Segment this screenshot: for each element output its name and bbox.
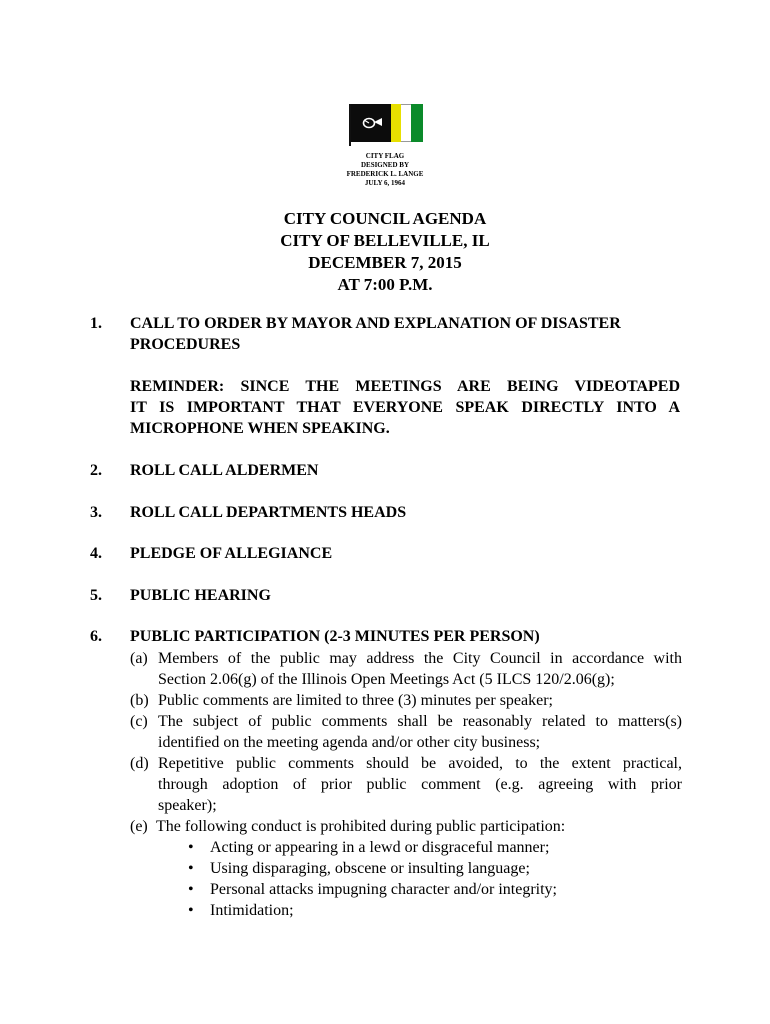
prohibited-text: Personal attacks impugning character and/or integrity; xyxy=(210,881,557,898)
rule-label: (a) xyxy=(130,650,148,667)
rule-line: identified on the meeting agenda and/or other city business; xyxy=(158,734,541,751)
title-line: DECEMBER 7, 2015 xyxy=(308,253,462,272)
prohibited-text: Intimidation; xyxy=(210,902,294,919)
rule-body xyxy=(156,816,680,837)
item-number: 5. xyxy=(90,587,102,604)
post-horn-icon xyxy=(361,114,383,130)
item-text: PLEDGE OF ALLEGIANCE xyxy=(130,545,333,562)
rule-line: Section 2.06(g) of the Illinois Open Meetings Act (5 ILCS 120/2.06(g); xyxy=(158,671,615,688)
city-flag-logo xyxy=(349,104,425,146)
item-number: 1. xyxy=(90,315,102,332)
item-text xyxy=(130,313,680,355)
flag-caption xyxy=(300,152,470,188)
flag-green-stripe xyxy=(411,104,423,142)
item-text: PUBLIC HEARING xyxy=(130,587,271,604)
rule-label: (d) xyxy=(130,755,149,772)
item-text: ROLL CALL DEPARTMENTS HEADS xyxy=(130,504,407,521)
rule-body xyxy=(158,753,682,816)
rule-body xyxy=(158,690,682,711)
rule-line: speaker); xyxy=(158,797,217,814)
item-number: 6. xyxy=(90,628,102,645)
reminder-line: REMINDER: SINCE THE MEETINGS ARE BEING VIDEOTAPED xyxy=(130,378,680,395)
rule-body xyxy=(158,711,682,753)
item-number: 4. xyxy=(90,545,102,562)
item-text: PUBLIC PARTICIPATION (2-3 MINUTES PER PERSON) xyxy=(130,628,540,645)
item-number: 2. xyxy=(90,462,102,479)
title-line: CITY COUNCIL AGENDA xyxy=(283,209,487,228)
bullet-icon: • xyxy=(188,902,194,919)
item-number: 3. xyxy=(90,504,102,521)
rule-line: The subject of public comments shall be reasonably related to matters(s) xyxy=(158,713,682,730)
flag-caption-line: FREDERICK L. LANGE xyxy=(346,170,424,178)
flag-caption-line: DESIGNED BY xyxy=(360,161,410,169)
reminder-line: MICROPHONE WHEN SPEAKING. xyxy=(130,420,390,437)
reminder-note xyxy=(130,376,680,439)
prohibited-text: Acting or appearing in a lewd or disgraceful manner; xyxy=(210,839,550,856)
item-text-line: PROCEDURES xyxy=(130,336,241,353)
rule-body xyxy=(158,648,682,690)
item-text-line: CALL TO ORDER BY MAYOR AND EXPLANATION OF DISASTER xyxy=(130,315,621,332)
rule-line: Repetitive public comments should be avoided, to the extent practical, xyxy=(158,755,682,772)
flag-caption-line: CITY FLAG xyxy=(365,152,405,160)
bullet-icon: • xyxy=(188,881,194,898)
item-text: ROLL CALL ALDERMEN xyxy=(130,462,319,479)
rule-line: through adoption of prior public comment (e.g. agreeing with prior xyxy=(158,776,682,793)
rule-line: The following conduct is prohibited during public participation: xyxy=(156,818,566,835)
agenda-title xyxy=(185,208,585,296)
rule-label: (c) xyxy=(130,713,148,730)
rule-label: (e) xyxy=(130,818,148,835)
flag-white-stripe xyxy=(401,104,411,142)
flag-yellow-stripe xyxy=(391,104,401,142)
prohibited-text: Using disparaging, obscene or insulting language; xyxy=(210,860,530,877)
rule-label: (b) xyxy=(130,692,149,709)
rule-line: Members of the public may address the City Council in accordance with xyxy=(158,650,682,667)
title-line: CITY OF BELLEVILLE, IL xyxy=(280,231,490,250)
bullet-icon: • xyxy=(188,860,194,877)
title-line: AT 7:00 P.M. xyxy=(337,275,433,294)
reminder-line: IT IS IMPORTANT THAT EVERYONE SPEAK DIRECTLY INTO A xyxy=(130,399,680,416)
bullet-icon: • xyxy=(188,839,194,856)
flag-caption-line: JULY 6, 1964 xyxy=(364,179,406,187)
rule-line: Public comments are limited to three (3) minutes per speaker; xyxy=(158,692,553,709)
